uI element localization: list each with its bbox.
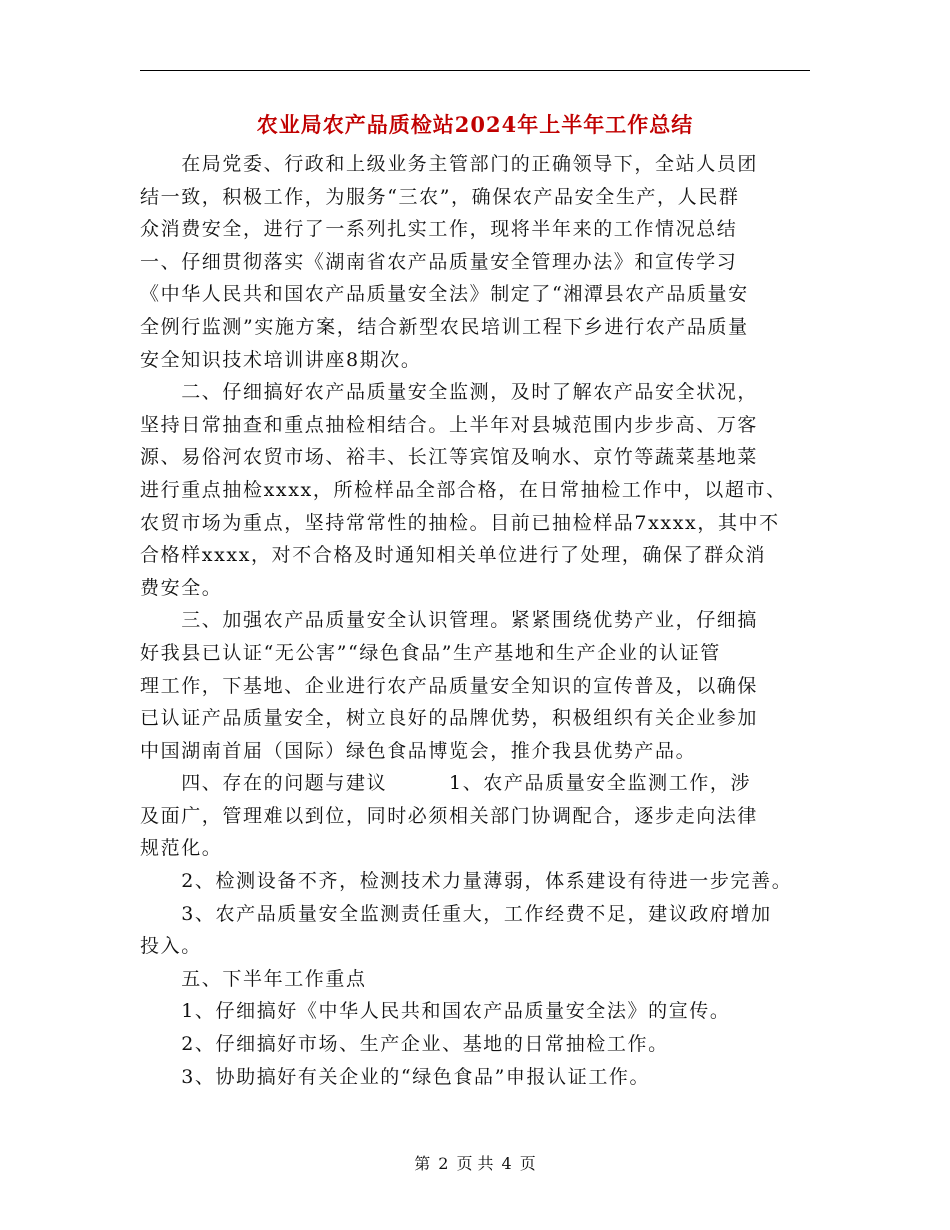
document-body: [140, 148, 810, 1093]
body-text-line: 五、下半年工作重点: [140, 967, 367, 990]
body-text-line: 2、检测设备不齐，检测技术力量薄弱，体系建设有待进一步完善。: [140, 870, 793, 893]
body-text-line: 三、加强农产品质量安全认识管理。紧紧围绕优势产业，仔细搞: [140, 609, 759, 632]
body-text-line: 一、仔细贯彻落实《湖南省农产品质量安全管理办法》和宣传学习: [140, 250, 738, 273]
footer-middle: 页 共: [456, 1154, 494, 1173]
body-text-line: 理工作，下基地、企业进行农产品质量安全知识的宣传普及，以确保: [140, 674, 759, 697]
body-text-line: 好我县已认证“无公害”“绿色食品”生产基地和生产企业的认证管: [140, 641, 721, 664]
body-text-line: 3、协助搞好有关企业的“绿色食品”申报认证工作。: [140, 1065, 651, 1088]
footer-prefix: 第: [414, 1154, 431, 1173]
body-text-line: 四、存在的问题与建议 1、农产品质量安全监测工作，涉: [140, 772, 752, 795]
body-text-line: 2、仔细搞好市场、生产企业、基地的日常抽检工作。: [140, 1033, 669, 1056]
body-text-line: 1、仔细搞好《中华人民共和国农产品质量安全法》的宣传。: [140, 1000, 731, 1023]
page-footer: [0, 1154, 950, 1174]
body-text-line: 已认证产品质量安全，树立良好的品牌优势，积极组织有关企业参加: [140, 707, 759, 730]
body-text-line: 费安全。: [140, 576, 223, 599]
body-text-line: 坚持日常抽查和重点抽检相结合。上半年对县城范围内步步高、万客: [140, 413, 759, 436]
body-text-line: 规范化。: [140, 837, 223, 860]
footer-page-number: 2: [438, 1154, 449, 1173]
header-rule: [140, 70, 810, 71]
body-text-line: 中国湖南首届（国际）绿色食品博览会，推介我县优势产品。: [140, 739, 697, 762]
body-text-line: 源、易俗河农贸市场、裕丰、长江等宾馆及响水、京竹等蔬菜基地菜: [140, 446, 759, 469]
body-text-line: 进行重点抽检xxxx，所检样品全部合格，在日常抽检工作中，以超市、: [140, 478, 787, 501]
body-text-line: 在局党委、行政和上级业务主管部门的正确领导下，全站人员团: [140, 153, 759, 175]
footer-total-pages: 4: [501, 1154, 512, 1173]
body-text-line: 及面广，管理难以到位，同时必须相关部门协调配合，逐步走向法律: [140, 804, 759, 827]
footer-suffix: 页: [519, 1154, 536, 1173]
body-text-line: 《中华人民共和国农产品质量安全法》制定了“湘潭县农产品质量安: [140, 283, 749, 306]
body-text-line: 众消费安全，进行了一系列扎实工作，现将半年来的工作情况总结: [140, 218, 738, 241]
body-text-line: 合格样xxxx，对不合格及时通知相关单位进行了处理，确保了群众消: [140, 544, 767, 567]
body-text-line: 结一致，积极工作，为服务“三农”，确保农产品安全生产，人民群: [140, 185, 740, 208]
body-text-line: 全例行监测”实施方案，结合新型农民培训工程下乡进行农产品质量: [140, 315, 749, 338]
body-text-line: 二、仔细搞好农产品质量安全监测，及时了解农产品安全状况，: [140, 381, 759, 404]
document-title: 农业局农产品质检站2024年上半年工作总结: [256, 112, 694, 137]
body-text-line: 安全知识技术培训讲座8期次。: [140, 348, 422, 371]
body-text-line: 农贸市场为重点，坚持常常性的抽检。目前已抽检样品7xxxx，其中不: [140, 511, 780, 534]
body-text-line: 投入。: [140, 935, 202, 958]
body-text-line: 3、农产品质量安全监测责任重大，工作经费不足，建议政府增加: [140, 902, 772, 925]
